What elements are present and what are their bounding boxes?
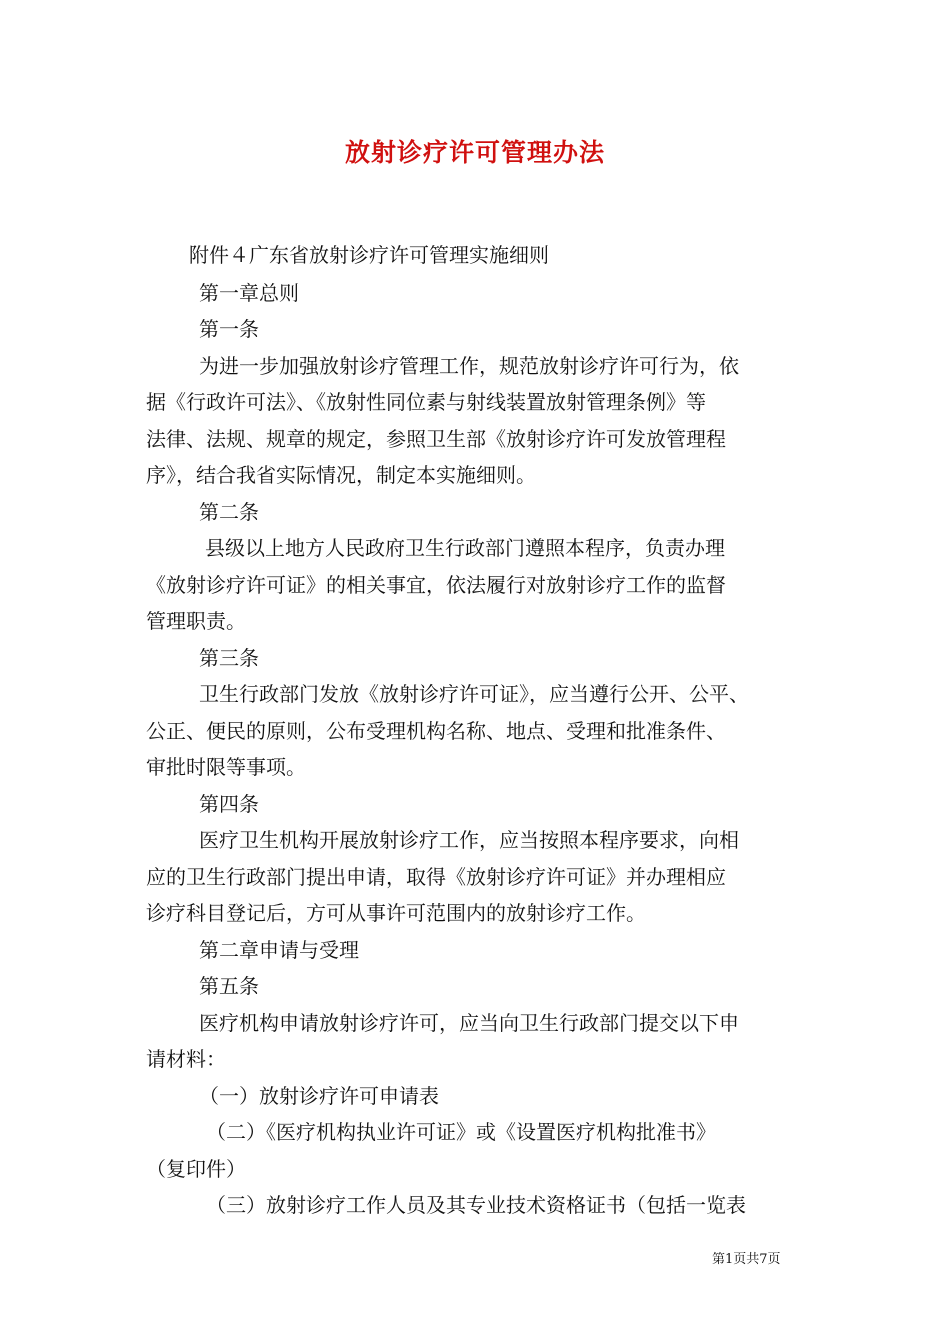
paragraph-line: 县级以上地方人民政府卫生行政部门遵照本程序，负责办理: [205, 536, 725, 560]
article-heading: 第四条: [199, 792, 259, 816]
list-item-continuation: （复印件）: [146, 1157, 246, 1181]
chapter-heading: 第一章总则: [199, 281, 299, 305]
paragraph-line: 据《行政许可法》、《放射性同位素与射线装置放射管理条例》等: [146, 390, 706, 414]
paragraph-line: 诊疗科目登记后，方可从事许可范围内的放射诊疗工作。: [146, 901, 646, 925]
article-heading: 第五条: [199, 974, 259, 998]
article-heading: 第二条: [199, 500, 259, 524]
paragraph-line: 管理职责。: [146, 609, 246, 633]
list-item: （二）《医疗机构执业许可证》或《设置医疗机构批准书》: [206, 1120, 716, 1144]
paragraph-line: 为进一步加强放射诊疗管理工作，规范放射诊疗许可行为，依: [199, 354, 739, 378]
paragraph-line: 医疗卫生机构开展放射诊疗工作，应当按照本程序要求，向相: [199, 828, 739, 852]
article-heading: 第一条: [199, 317, 259, 341]
list-item: （一）放射诊疗许可申请表: [199, 1084, 439, 1108]
paragraph-line: 应的卫生行政部门提出申请，取得《放射诊疗许可证》并办理相应: [146, 865, 726, 889]
attachment-heading: 附件４广东省放射诊疗许可管理实施细则: [189, 243, 549, 267]
paragraph-line: 公正、便民的原则，公布受理机构名称、地点、受理和批准条件、: [146, 719, 726, 743]
paragraph-line: 医疗机构申请放射诊疗许可，应当向卫生行政部门提交以下申: [199, 1011, 739, 1035]
paragraph-line: 卫生行政部门发放《放射诊疗许可证》，应当遵行公开、公平、: [199, 682, 749, 706]
paragraph-line: 请材料：: [146, 1047, 226, 1071]
chapter-heading: 第二章申请与受理: [199, 938, 359, 962]
paragraph-line: 法律、法规、规章的规定，参照卫生部《放射诊疗许可发放管理程: [146, 427, 726, 451]
paragraph-line: 序》，结合我省实际情况，制定本实施细则。: [146, 463, 536, 487]
paragraph-line: 审批时限等事项。: [146, 755, 306, 779]
article-heading: 第三条: [199, 646, 259, 670]
paragraph-line: 《放射诊疗许可证》的相关事宜，依法履行对放射诊疗工作的监督: [146, 573, 726, 597]
page-number: 第1页共7页: [712, 1252, 781, 1267]
list-item: （三）放射诊疗工作人员及其专业技术资格证书（包括一览表: [206, 1193, 746, 1217]
document-title: 放射诊疗许可管理办法: [344, 138, 605, 167]
